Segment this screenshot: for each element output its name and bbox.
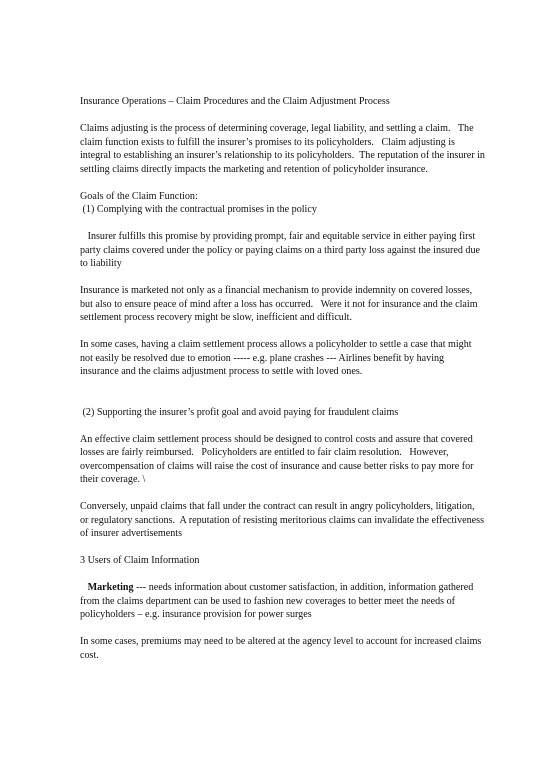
- goal1-paragraph-3: In some cases, having a claim settlement process allows a policyholder to settle a case that might not easily be resolved due to emotion ----- e.g. plane crashes --- Airlines benefit by having insurance and the claims adjustment process to settle with loved ones.: [80, 339, 475, 377]
- marketing-text: --- needs information about customer satisfaction, in addition, information gathered from the claims department can be used to fashion new coverages to better meet the needs of policyholders – e.g. insurance provision for power surges: [80, 582, 476, 620]
- premiums-paragraph: In some cases, premiums may need to be altered at the agency level to account for increased claims cost.: [80, 636, 484, 661]
- marketing-paragraph: [80, 581, 485, 622]
- document-body: [80, 95, 488, 676]
- goal1-paragraph-2: Insurance is marketed not only as a financial mechanism to provide indemnity on covered losses, but also to ensure peace of mind after a loss has occurred. Were it not for insurance and the claim settlement process recovery might be slow, inefficient and difficult.: [80, 285, 481, 323]
- goal1-paragraph-1: Insurer fulfills this promise by providing prompt, fair and equitable service in either paying first party claims covered under the policy or paying claims on a third party loss against the insured due to liability: [80, 231, 483, 269]
- goal2-heading: (2) Supporting the insurer’s profit goal and avoid paying for fraudulent claims: [80, 406, 399, 418]
- intro-paragraph: Claims adjusting is the process of determining coverage, legal liability, and settling a claim. The claim function exists to fulfill the insurer’s promises to its policyholders. Claim adjusting is integral to establishing an insurer’s relationship to its policyholders. The reputation of the insurer in settling claims directly impacts the marketing and retention of policyholder insurance.: [80, 123, 488, 175]
- goal1-heading: (1) Complying with the contractual promises in the policy: [80, 204, 317, 215]
- document-title: Insurance Operations – Claim Procedures and the Claim Adjustment Process: [80, 96, 390, 107]
- users-heading: 3 Users of Claim Information: [80, 555, 200, 566]
- goal2-paragraph-1: An effective claim settlement process should be designed to control costs and assure that covered losses are fairly reimbursed. Policyholders are entitled to fair claim resolution. However, overcompensation of claims will raise the cost of insurance and cause better risks to pay more for their coverage. \: [80, 433, 477, 485]
- goals-heading: Goals of the Claim Function:: [80, 190, 198, 202]
- goal2-paragraph-2: Conversely, unpaid claims that fall under the contract can result in angry policyholders, litigation, or regulatory sanctions. A reputation of resisting meritorious claims can invalidate the effectiveness of insurer advertisements: [80, 501, 487, 539]
- marketing-label: Marketing: [87, 582, 134, 593]
